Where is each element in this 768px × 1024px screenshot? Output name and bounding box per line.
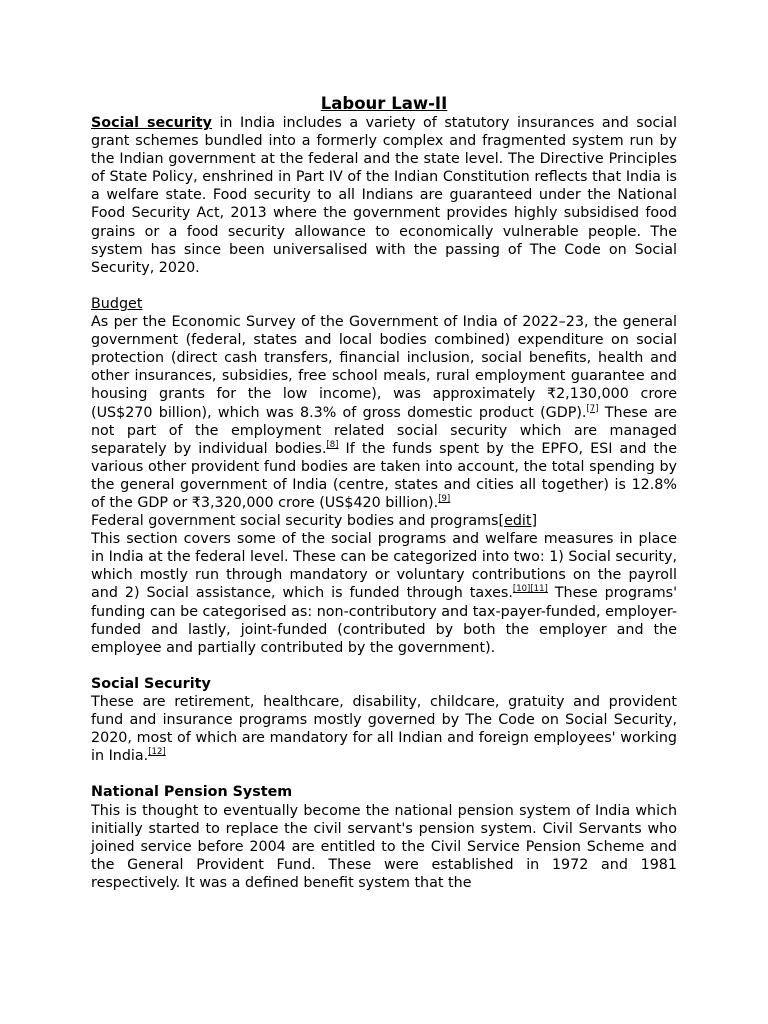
federal-paragraph xyxy=(91,530,677,657)
citation-link-12[interactable]: [12] xyxy=(148,747,166,758)
citation-link-9[interactable]: [9] xyxy=(438,493,451,504)
budget-text-2: These are not part of the employment related social security which are managed separately by individual bodies. xyxy=(91,404,678,457)
federal-heading xyxy=(91,512,677,530)
social-security-text: These are retirement, healthcare, disability, childcare, gratuity and provident fund and insurance programs mostly governed by The Code on Social Security, 2020, most of which are mandatory for all Indian and foreign employees' working in India. xyxy=(91,694,677,765)
citation-link-10-11[interactable]: [10][11] xyxy=(512,584,548,595)
spacer xyxy=(91,657,677,675)
federal-text-1: This section covers some of the social programs and welfare measures in place in India at the federal level. These can be categorized into two: 1) Social security, which mostly run through mandatory or voluntary contributions on the payroll and 2) Social assistance, which is funded through taxes. xyxy=(91,531,677,602)
intro-lead-term: Social security xyxy=(91,115,212,131)
budget-text-1: As per the Economic Survey of the Government of India of 2022–23, the general government (federal, states and local bodies combined) expenditure on social protection (direct cash transfers, financial inclusion, social benefits, health and other insurances, subsidies, free school meals, rural employment guarantee and housing grants for the low income), was approximately ₹2,130,000 crore (US$270 billion), which was 8.3% of gross domestic product (GDP). xyxy=(91,314,677,421)
citation-link-8[interactable]: [8] xyxy=(326,439,339,450)
spacer xyxy=(91,277,677,295)
pension-paragraph: This is thought to eventually become the national pension system of India which initially started to replace the civil servant's pension system. Civil Servants who joined service before 2004 are entitled to the Civil Service Pension Scheme and the General Provident Fund. These were established in 1972 and 1981 respectively. It was a defined benefit system that the xyxy=(91,802,677,891)
budget-paragraph xyxy=(91,313,677,512)
document-title: Labour Law-II xyxy=(320,94,448,113)
edit-link[interactable]: edit xyxy=(504,513,532,530)
budget-heading: Budget xyxy=(91,295,143,312)
intro-paragraph xyxy=(91,114,677,277)
federal-heading-text: Federal government social security bodies and programs[ xyxy=(91,513,505,530)
intro-text: in India includes a variety of statutory insurances and social grant schemes bundled into a formerly complex and fragmented system run by the Indian government at the federal and the state level. The Directive Principles of State Policy, enshrined in Part IV of the Indian Constitution reflects that India is a welfare state. Food security to all Indians are guaranteed under the National Food Security Act, 2013 where the government provides highly subsidised food grains or a food security allowance to economically vulnerable people. The system has since been universalised with the passing of The Code on Social Security, 2020. xyxy=(91,115,678,276)
spacer xyxy=(91,765,677,783)
social-security-paragraph xyxy=(91,693,677,765)
document-body xyxy=(91,94,677,892)
federal-heading-close: ] xyxy=(531,513,538,530)
budget-text-3: If the funds spent by the EPFO, ESI and the various other provident fund bodies are taken into account, the total spending by the general government of India (centre, states and cities all together) is 12.8% of the GDP or ₹3,320,000 crore (US$420 billion). xyxy=(91,440,677,511)
federal-text-2: These programs' funding can be categorised as: non-contributory and tax-payer-funded, employer-funded and lastly, joint-funded (contributed by both the employer and the employee and partially contributed by the government). xyxy=(91,585,677,656)
pension-heading: National Pension System xyxy=(91,784,293,801)
social-security-heading: Social Security xyxy=(91,675,211,692)
citation-link-7[interactable]: [7] xyxy=(586,403,599,414)
